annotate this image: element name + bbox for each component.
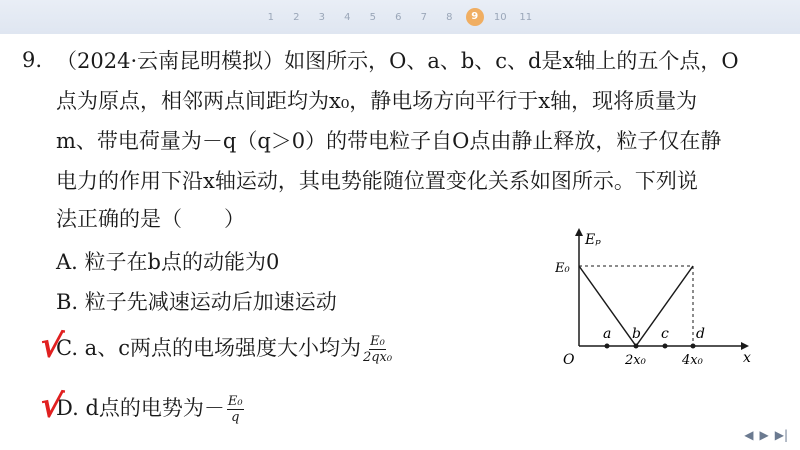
x-axis-arrow xyxy=(741,342,749,350)
question-line-5: 法正确的是（ ） xyxy=(56,207,245,231)
y-axis-label: Eₚ xyxy=(585,232,601,248)
point-d-dot xyxy=(691,344,696,349)
potential-energy-graph xyxy=(555,226,765,374)
page-9-current[interactable] xyxy=(462,8,488,26)
option-d[interactable] xyxy=(56,392,244,425)
point-b-dot xyxy=(634,344,639,349)
e0-label: E₀ xyxy=(555,261,570,276)
next-slide-button[interactable]: ▶ xyxy=(759,428,769,442)
option-b[interactable]: B. 粒子先减速运动后加速运动 xyxy=(56,290,337,314)
option-c-denominator: 2qx₀ xyxy=(362,350,393,365)
question-line-2: 点为原点，相邻两点间距均为x₀，静电场方向平行于x轴，现将质量为 xyxy=(56,89,698,113)
slide-top-bar xyxy=(0,0,800,34)
page-navigator xyxy=(258,8,539,26)
option-c-fraction xyxy=(363,334,392,365)
current-page-badge: 9 xyxy=(466,8,484,26)
last-slide-button[interactable]: ▶| xyxy=(774,428,788,442)
page-7[interactable]: 7 xyxy=(420,11,427,23)
option-d-numerator: E₀ xyxy=(227,394,243,409)
check-mark-c: √ xyxy=(37,324,66,368)
y-axis-arrow xyxy=(575,228,583,236)
page-1[interactable]: 1 xyxy=(267,11,274,23)
option-c[interactable] xyxy=(56,332,392,365)
page-11[interactable]: 11 xyxy=(519,11,533,23)
page-2[interactable]: 2 xyxy=(293,11,300,23)
prev-slide-button[interactable]: ◀ xyxy=(744,428,754,442)
page-5[interactable]: 5 xyxy=(369,11,376,23)
option-c-numerator: E₀ xyxy=(370,334,385,349)
slide-nav-controls xyxy=(744,428,788,442)
page-4[interactable]: 4 xyxy=(344,11,351,23)
page-6[interactable]: 6 xyxy=(395,11,402,23)
question-line-4: 电力的作用下沿x轴运动，其电势能随位置变化关系如图所示。下列说 xyxy=(56,169,698,193)
page-3[interactable]: 3 xyxy=(318,11,325,23)
option-a[interactable]: A. 粒子在b点的动能为0 xyxy=(56,250,280,274)
tick-2x0: 2x₀ xyxy=(625,353,646,368)
question-number: 9. xyxy=(22,48,43,72)
option-c-text: C. a、c两点的电场强度大小均为 xyxy=(56,336,361,360)
check-mark-d: √ xyxy=(37,384,66,428)
tick-4x0: 4x₀ xyxy=(682,353,703,368)
option-d-denominator: q xyxy=(231,410,240,425)
option-d-fraction xyxy=(227,394,244,425)
page-10[interactable]: 10 xyxy=(493,11,507,23)
question-line-3: m、带电荷量为－q（q＞0）的带电粒子自O点由静止释放，粒子仅在静 xyxy=(56,129,722,153)
option-d-text: D. d点的电势为－ xyxy=(56,396,225,420)
point-a-dot xyxy=(605,344,610,349)
origin-label: O xyxy=(563,352,575,368)
point-a-label: a xyxy=(603,326,612,342)
point-c-label: c xyxy=(661,326,669,342)
question-line-1: （2024·云南昆明模拟）如图所示，O、a、b、c、d是x轴上的五个点，O xyxy=(56,49,739,73)
x-axis-label: x xyxy=(743,350,751,366)
point-b-label: b xyxy=(632,326,641,342)
point-c-dot xyxy=(663,344,668,349)
point-d-label: d xyxy=(696,326,705,342)
page-8[interactable]: 8 xyxy=(446,11,453,23)
